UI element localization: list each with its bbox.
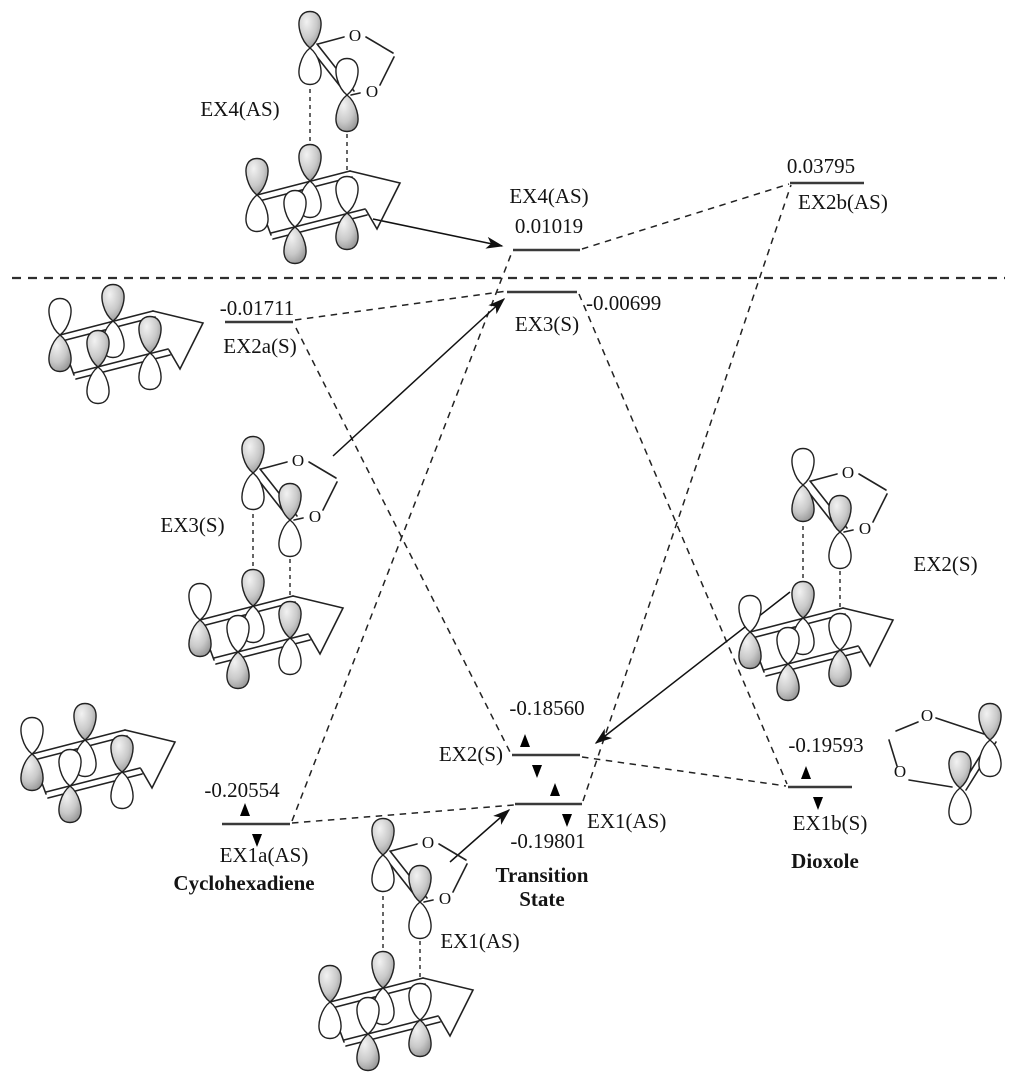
label-ex4: EX4(AS) [509, 184, 589, 208]
correlation-ex1b-ex3 [579, 291, 787, 784]
oxygen-atom-label: O [893, 762, 907, 781]
energy-ex1b: -0.19593 [788, 733, 864, 757]
energy-ex1a: -0.20554 [204, 778, 280, 802]
correlation-ex2a-ex3 [295, 291, 507, 320]
energy-ex4: 0.01019 [514, 214, 584, 238]
group-label-transition: Transition [495, 863, 589, 887]
oxygen-atom-label: O [308, 507, 322, 526]
structure-ex2-orbital-drawing [739, 449, 893, 701]
label-ex1a: EX1a(AS) [219, 843, 309, 867]
group-label-state: State [519, 887, 565, 911]
energy-ex3: -0.00699 [586, 291, 662, 315]
energy-ex2a: -0.01711 [219, 296, 295, 320]
correlation-ex2b-ex4 [582, 184, 789, 249]
structure-label-ex4: EX4(AS) [200, 97, 280, 121]
label-ex1: EX1(AS) [587, 809, 667, 833]
structure-ex4-orbital-drawing [246, 12, 400, 264]
oxygen-atom-label: O [421, 833, 435, 852]
label-ex3: EX3(S) [514, 312, 580, 336]
label-ex1b: EX1b(S) [792, 811, 868, 835]
group-label-cyclohexadiene: Cyclohexadiene [173, 871, 315, 895]
energy-ex2b: 0.03795 [786, 154, 856, 178]
oxygen-atom-label: O [438, 889, 452, 908]
structure-ex3-orbital-drawing [189, 437, 343, 689]
structure-label-ex1: EX1(AS) [440, 929, 520, 953]
oxygen-atom-label: O [291, 451, 305, 470]
pointer-arrow-ex3 [333, 299, 504, 456]
energy-levels [222, 183, 864, 824]
structure-ex2a-orbital-drawing [49, 285, 203, 404]
correlation-ex1a-ex4 [292, 252, 512, 821]
oxygen-atom-label: O [348, 26, 362, 45]
label-ex2: EX2(S) [438, 742, 503, 766]
correlation-ex1a-ex1 [292, 805, 514, 823]
oxygen-atom-label: O [365, 82, 379, 101]
oxygen-atom-label: O [920, 706, 934, 725]
correlation-ex1b-ex2 [582, 757, 786, 786]
energy-ex1: -0.19801 [510, 829, 586, 853]
label-ex2b: EX2b(AS) [798, 190, 888, 214]
structure-dioxole-orbital-drawing [889, 704, 1001, 825]
pointer-arrow-ex4 [373, 219, 502, 246]
oxygen-atom-label: O [841, 463, 855, 482]
energy-ex2: -0.18560 [509, 696, 585, 720]
oxygen-atom-label: O [858, 519, 872, 538]
structure-ex1a-orbital-drawing [21, 704, 175, 823]
structure-label-ex2: EX2(S) [913, 552, 978, 576]
label-ex2a: EX2a(S) [223, 334, 297, 358]
group-label-dioxole: Dioxole [791, 849, 859, 873]
correlation-lines [292, 184, 791, 823]
structure-label-ex3: EX3(S) [160, 513, 225, 537]
